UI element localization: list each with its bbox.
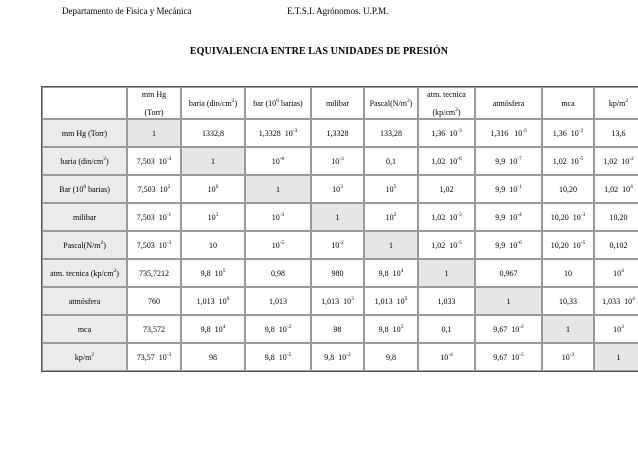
table-cell: 10 (181, 231, 245, 259)
column-header: atmósfera (475, 87, 542, 119)
table-cell: 98 (181, 343, 245, 371)
table-cell: 10,20 (542, 175, 594, 203)
table-row (42, 147, 638, 175)
row-header: atmósfera (42, 287, 127, 315)
table-cell: 9,67 $10^{-5}$ (475, 343, 542, 371)
row-header: $Pascal(N/m^2)$ (42, 231, 127, 259)
table-cell: $10^{-3}$ (245, 203, 311, 231)
table-cell: 0,102 (594, 231, 638, 259)
row-header: $kp/m^2$ (42, 343, 127, 371)
table-cell: 1 (364, 231, 418, 259)
table-cell: 9,9 $10^{-1}$ (475, 175, 542, 203)
table-cell: 9,8 (364, 343, 418, 371)
table-cell: 9,67 $10^{-2}$ (475, 315, 542, 343)
table-cell: 1,02 $10^4$ (594, 175, 638, 203)
table-cell: $10^{-5}$ (245, 231, 311, 259)
table-row (42, 315, 638, 343)
table-cell: 7,503 $10^2$ (127, 175, 181, 203)
table-cell: 10,33 (542, 287, 594, 315)
table-cell: 1,02 $10^{-3}$ (418, 203, 475, 231)
table-cell: 9,8 $10^{-2}$ (311, 343, 364, 371)
table-cell: $10^{-6}$ (245, 147, 311, 175)
table-cell: 1,033 $10^4$ (594, 287, 638, 315)
table-cell: 1,013 $10^3$ (311, 287, 364, 315)
table-cell: 1 (594, 343, 638, 371)
table-cell: 73,572 (127, 315, 181, 343)
table-cell: $10^4$ (594, 259, 638, 287)
table-cell: 1 (475, 287, 542, 315)
table-cell: $10^3$ (181, 203, 245, 231)
table-cell: 13,6 (594, 119, 638, 147)
table-cell: 1,013 (245, 287, 311, 315)
table-cell: 7,503 $10^{-4}$ (127, 147, 181, 175)
table-cell: $10^2$ (364, 203, 418, 231)
table-row (42, 119, 638, 147)
table-row (42, 203, 638, 231)
table-cell: 1,013 $10^6$ (181, 287, 245, 315)
column-header: atm. tecnica $(kp/cm^2)$ (418, 87, 475, 119)
table-cell: $10^6$ (181, 175, 245, 203)
table-header-row (42, 87, 638, 119)
table-cell: 133,28 (364, 119, 418, 147)
table-cell: 1 (181, 147, 245, 175)
table-row (42, 175, 638, 203)
table-cell: $10^{-3}$ (311, 147, 364, 175)
table-cell: $10^{-3}$ (542, 343, 594, 371)
table-cell: 0,1 (364, 147, 418, 175)
table-cell: $10^{-2}$ (311, 231, 364, 259)
row-header: mm Hg (Torr) (42, 119, 127, 147)
table-cell: 7,503 $10^{-1}$ (127, 203, 181, 231)
column-header: $kp/m^2$ (594, 87, 638, 119)
table-cell: 9,9 $10^{-7}$ (475, 147, 542, 175)
table-cell: 1332,8 (181, 119, 245, 147)
table-cell: 980 (311, 259, 364, 287)
column-header: mm Hg (Torr) (127, 87, 181, 119)
table-cell: 1,02 $10^{-6}$ (418, 147, 475, 175)
table-row (42, 259, 638, 287)
table-cell: 9,8 $10^4$ (364, 259, 418, 287)
table-cell: 10,20 $10^{-5}$ (542, 231, 594, 259)
column-header: baria $(din/cm^2)$ (181, 87, 245, 119)
table-cell: $10^5$ (364, 175, 418, 203)
table-cell: 73,57 $10^{-3}$ (127, 343, 181, 371)
table-cell: 1,3328 $10^{-3}$ (245, 119, 311, 147)
table-cell: $10^3$ (311, 175, 364, 203)
table-cell: 0,98 (245, 259, 311, 287)
table-cell: 9,8 $10^3$ (364, 315, 418, 343)
table-cell: 1,02 $10^{-5}$ (418, 231, 475, 259)
table-cell: 1,02 $10^{-5}$ (542, 147, 594, 175)
row-header: Bar ($10^6$ barias) (42, 175, 127, 203)
table-cell: 1,033 (418, 287, 475, 315)
table-row (42, 343, 638, 371)
table-cell: 98 (311, 315, 364, 343)
column-header: milibar (311, 87, 364, 119)
column-header: $Pascal(N/m^2)$ (364, 87, 418, 119)
table-row (42, 287, 638, 315)
table-row (42, 231, 638, 259)
table-cell: 1,02 $10^{-2}$ (594, 147, 638, 175)
table-cell: 0,967 (475, 259, 542, 287)
table-cell: 0,1 (418, 315, 475, 343)
table-cell: 9,9 $10^{-6}$ (475, 231, 542, 259)
table-cell: 9,8 $10^4$ (181, 315, 245, 343)
table-cell: 760 (127, 287, 181, 315)
table-cell: 1 (127, 119, 181, 147)
school-header: E.T.S.I. Agrónomos. U.P.M. (287, 6, 389, 16)
table-cell: 1 (418, 259, 475, 287)
table-cell: 1,36 $10^{-2}$ (542, 119, 594, 147)
column-header: mca (542, 87, 594, 119)
table-cell: 1 (542, 315, 594, 343)
table-cell: 7,503 $10^{-3}$ (127, 231, 181, 259)
row-header: milibar (42, 203, 127, 231)
row-header: mca (42, 315, 127, 343)
table-cell: 10,20 (594, 203, 638, 231)
page-title: EQUIVALENCIA ENTRE LAS UNIDADES DE PRESIÓN (189, 46, 449, 57)
row-header: atm. tecnica $(kp/cm^2)$ (42, 259, 127, 287)
table-cell: 10,20 $10^{-3}$ (542, 203, 594, 231)
table-cell: 10 (542, 259, 594, 287)
table-cell: 1,3328 (311, 119, 364, 147)
table-cell: 1 (245, 175, 311, 203)
table-cell: 9,8 $10^{-5}$ (245, 343, 311, 371)
table-cell: 735,7212 (127, 259, 181, 287)
table-cell: $10^3$ (594, 315, 638, 343)
column-header: bar ($10^6$ barias) (245, 87, 311, 119)
table-cell: 1,316 $10^{-3}$ (475, 119, 542, 147)
table-corner-cell (42, 87, 127, 119)
table-cell: 9,9 $10^{-4}$ (475, 203, 542, 231)
table-cell: 9,8 $10^5$ (181, 259, 245, 287)
table-cell: 9,8 $10^{-2}$ (245, 315, 311, 343)
pressure-equivalence-table (41, 86, 638, 372)
department-header: Departamento de Física y Mecánica (62, 6, 192, 16)
table-cell: $10^{-4}$ (418, 343, 475, 371)
table-cell: 1,36 $10^{-3}$ (418, 119, 475, 147)
table-cell: 1,02 (418, 175, 475, 203)
table-cell: 1 (311, 203, 364, 231)
table-cell: 1,013 $10^5$ (364, 287, 418, 315)
row-header: baria $(din/cm^2)$ (42, 147, 127, 175)
